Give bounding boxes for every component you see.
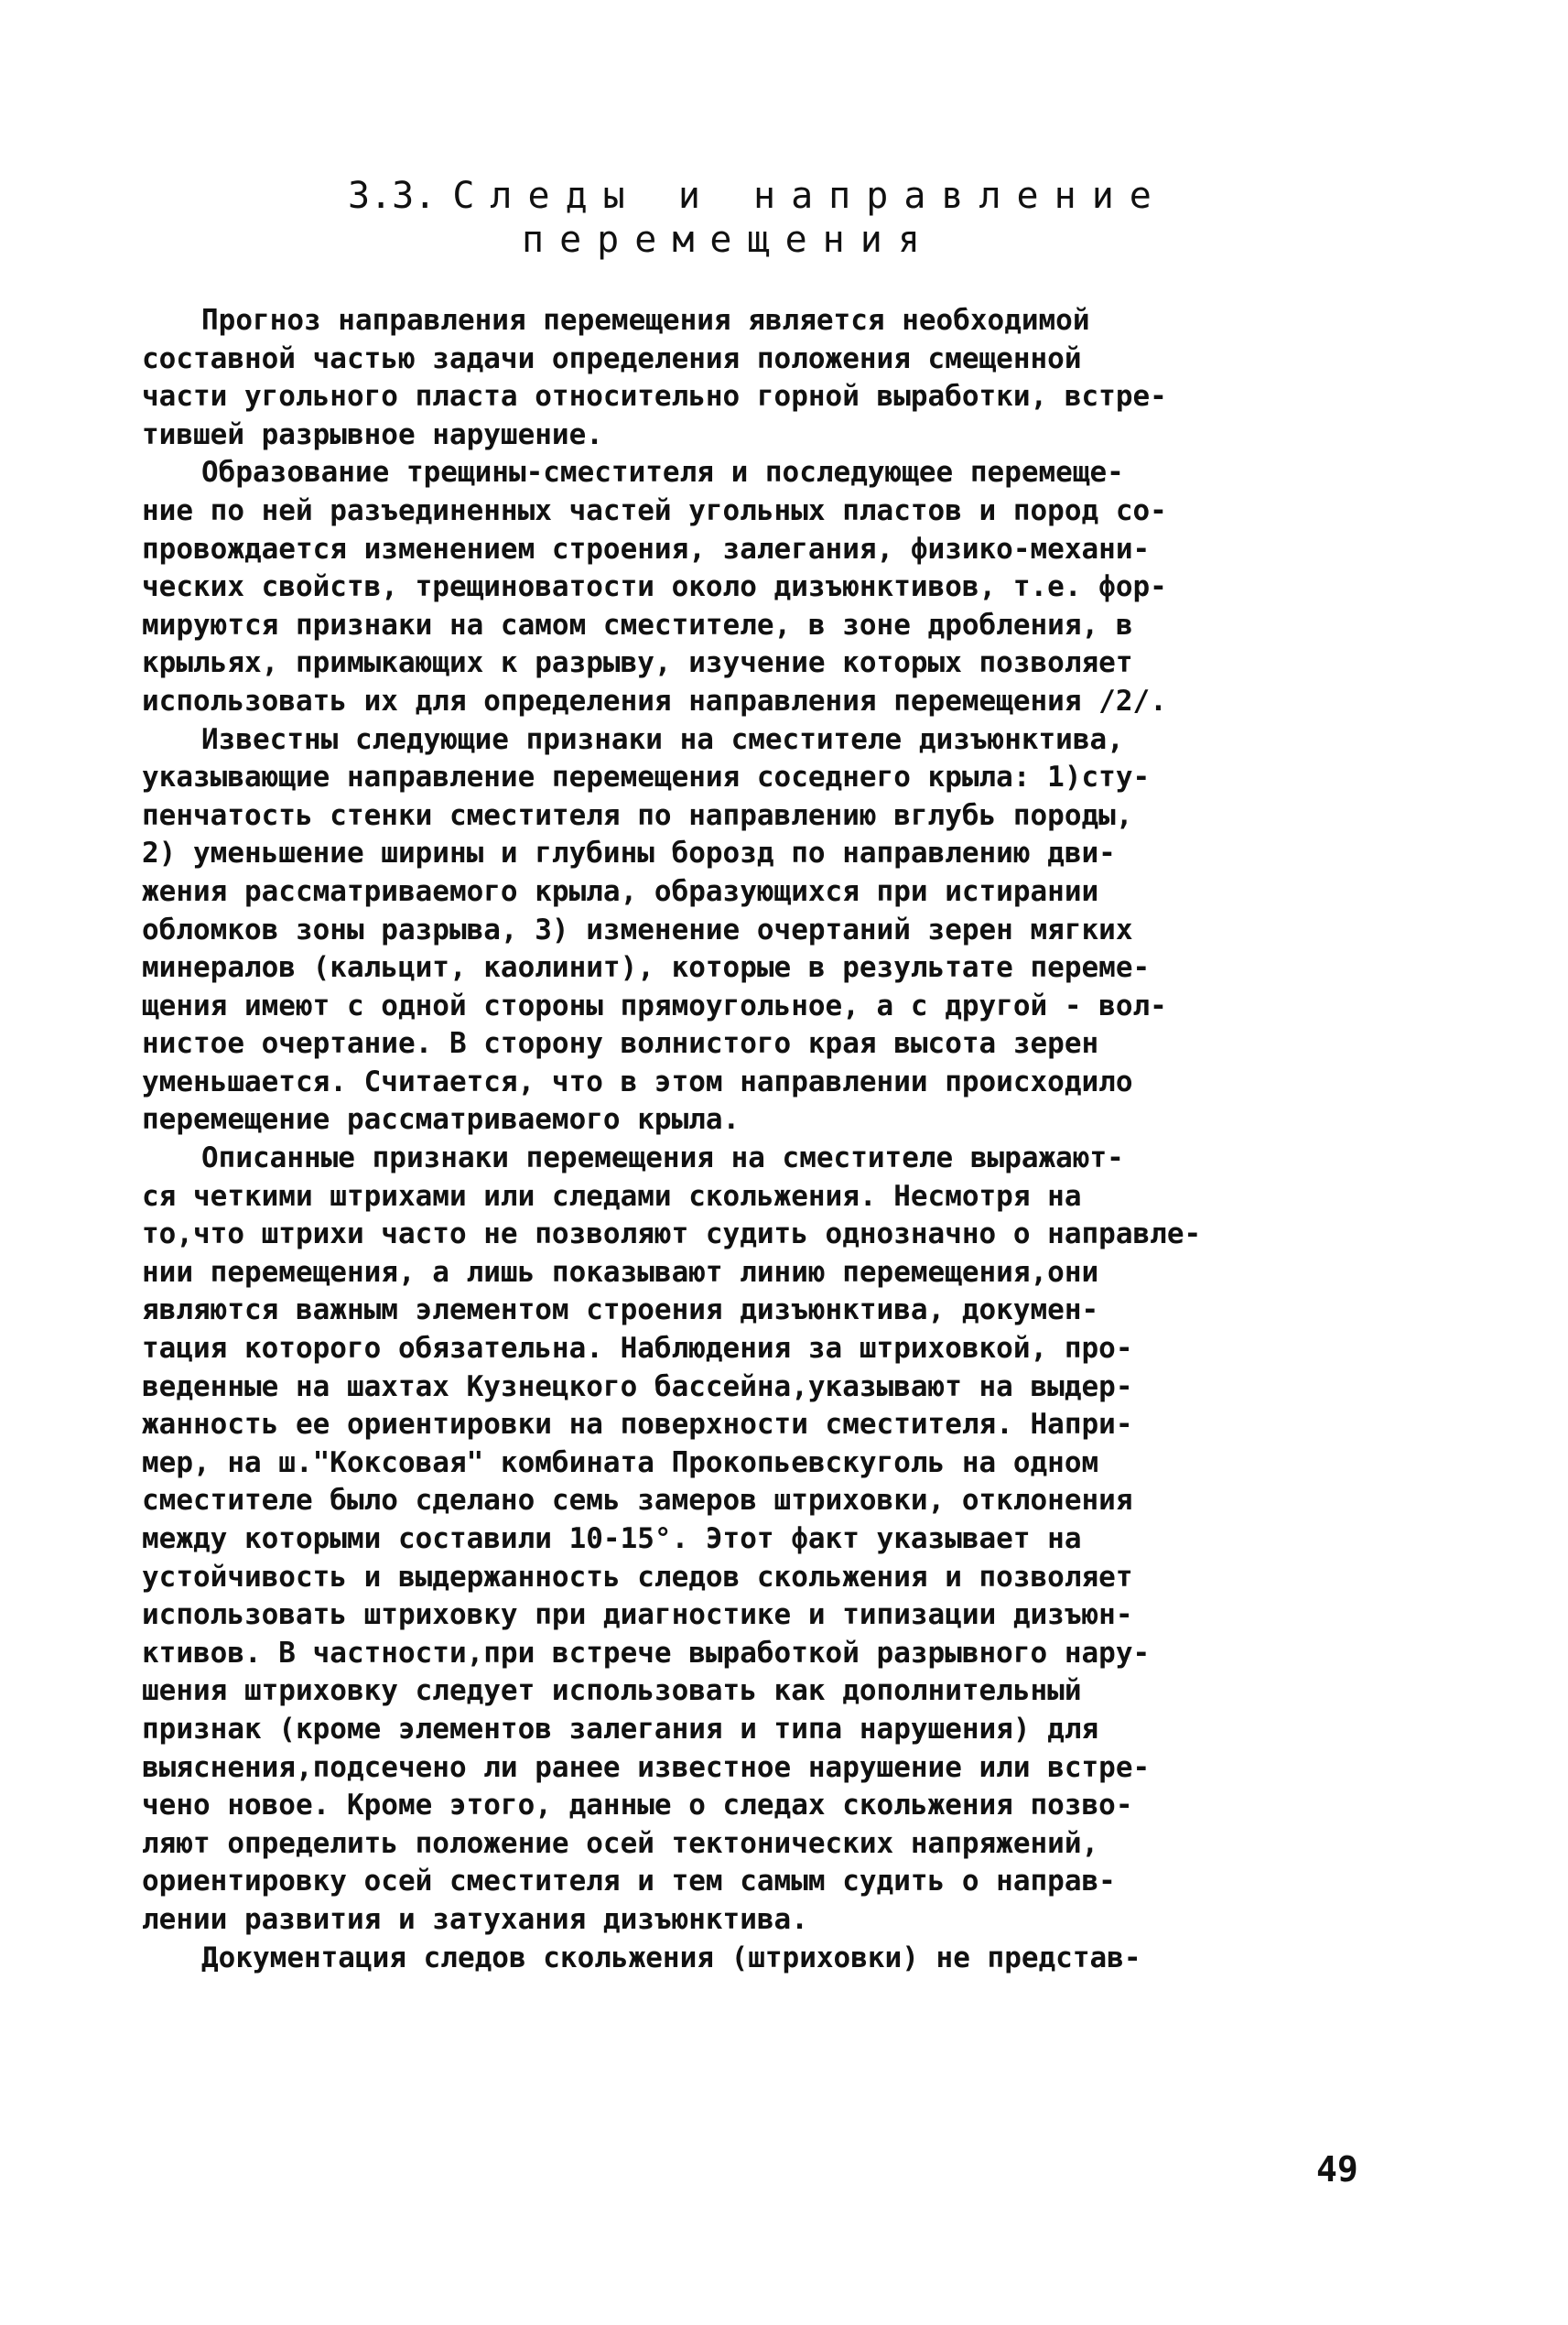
text-line: минералов (кальцит, каолинит), которые в результате переме- xyxy=(142,951,1151,985)
text-line: нии перемещения, а лишь показывают линию перемещения,они xyxy=(142,1255,1099,1289)
page-number: 49 xyxy=(1316,2149,1358,2190)
paragraph xyxy=(142,721,1442,1141)
text-line: использовать штриховку при диагностике и типизации дизъюн- xyxy=(142,1598,1133,1632)
text-line: признак (кроме элементов залегания и типа нарушения) для xyxy=(142,1712,1099,1746)
text-line: пенчатость стенки сместителя по направлению вглубь породы, xyxy=(142,798,1133,832)
text-line: веденные на шахтах Кузнецкого бассейна,указывают на выдер- xyxy=(142,1369,1133,1403)
paragraph xyxy=(142,1940,1442,1978)
text-line: являются важным элементом строения дизъюнктива, докумен- xyxy=(142,1293,1099,1327)
section-number: 3.3. xyxy=(348,175,437,217)
text-line: Образование трещины-сместителя и последующее перемеще- xyxy=(201,456,1124,490)
text-line: жанность ее ориентировки на поверхности сместителя. Напри- xyxy=(142,1408,1133,1442)
text-line: составной частью задачи определения положения смещенной xyxy=(142,341,1082,375)
text-line: провождается изменением строения, залегания, физико-механи- xyxy=(142,532,1151,566)
section-heading xyxy=(348,174,1263,262)
text-line: использовать их для определения направления перемещения /2/. xyxy=(142,684,1167,718)
text-line: мер, на ш."Коксовая" комбината Прокопьевскуголь на одном xyxy=(142,1445,1099,1479)
text-line: выяснения,подсечено ли ранее известное нарушение или встре- xyxy=(142,1750,1151,1784)
text-line: уменьшается. Считается, что в этом направлении происходило xyxy=(142,1065,1133,1098)
text-line: указывающие направление перемещения соседнего крыла: 1)сту- xyxy=(142,761,1151,795)
text-line: чено новое. Кроме этого, данные о следах скольжения позво- xyxy=(142,1789,1133,1822)
text-line: лении развития и затухания дизъюнктива. xyxy=(142,1902,808,1936)
text-line: щения имеют с одной стороны прямоугольное, а с другой - вол- xyxy=(142,989,1167,1022)
text-line: устойчивость и выдержанность следов скольжения и позволяет xyxy=(142,1560,1133,1594)
text-line: ческих свойств, трещиноватости около дизъюнктивов, т.е. фор- xyxy=(142,570,1167,604)
text-line: то,что штрихи часто не позволяют судить однозначно о направле- xyxy=(142,1217,1202,1251)
text-line: нистое очертание. В сторону волнистого края высота зерен xyxy=(142,1027,1099,1061)
text-line: обломков зоны разрыва, 3) изменение очертаний зерен мягких xyxy=(142,913,1133,946)
text-line: мируются признаки на самом сместителе, в зоне дробления, в xyxy=(142,608,1133,642)
text-line: Прогноз направления перемещения является необходимой xyxy=(201,304,1090,337)
text-line: перемещение рассматриваемого крыла. xyxy=(142,1103,741,1137)
section-title-line-1: Следы и направление xyxy=(452,175,1167,217)
text-line: Известны следующие признаки на сместителе дизъюнктива, xyxy=(201,722,1124,756)
text-line: ктивов. В частности,при встрече выработкой разрывного нару- xyxy=(142,1636,1151,1670)
text-line: Документация следов скольжения (штриховки) не представ- xyxy=(201,1941,1141,1974)
text-line: ляют определить положение осей тектонических напряжений, xyxy=(142,1826,1099,1860)
text-line: 2) уменьшение ширины и глубины борозд по направлению дви- xyxy=(142,837,1116,871)
text-line: ориентировку осей сместителя и тем самым судить о направ- xyxy=(142,1865,1116,1898)
paragraph xyxy=(142,454,1442,720)
text-line: части угольного пласта относительно горной выработки, встре- xyxy=(142,380,1167,414)
text-line: тация которого обязательна. Наблюдения за штриховкой, про- xyxy=(142,1332,1133,1366)
text-line: жения рассматриваемого крыла, образующихся при истирании xyxy=(142,874,1099,908)
text-line: ся четкими штрихами или следами скольжения. Несмотря на xyxy=(142,1179,1082,1213)
paragraph xyxy=(142,1140,1442,1939)
text-line: шения штриховку следует использовать как дополнительный xyxy=(142,1674,1082,1708)
text-line: тившей разрывное нарушение. xyxy=(142,417,603,451)
paragraph xyxy=(142,302,1442,454)
text-line: Описанные признаки перемещения на сместителе выражают- xyxy=(201,1141,1124,1175)
body-text xyxy=(142,302,1442,1977)
text-line: крыльях, примыкающих к разрыву, изучение которых позволяет xyxy=(142,646,1133,680)
text-line: ние по ней разъединенных частей угольных пластов и пород со- xyxy=(142,493,1167,527)
text-line: между которыми составили 10-15°. Этот факт указывает на xyxy=(142,1522,1082,1555)
text-line: сместителе было сделано семь замеров штриховки, отклонения xyxy=(142,1484,1133,1518)
section-title-line-2: перемещения xyxy=(522,219,935,261)
